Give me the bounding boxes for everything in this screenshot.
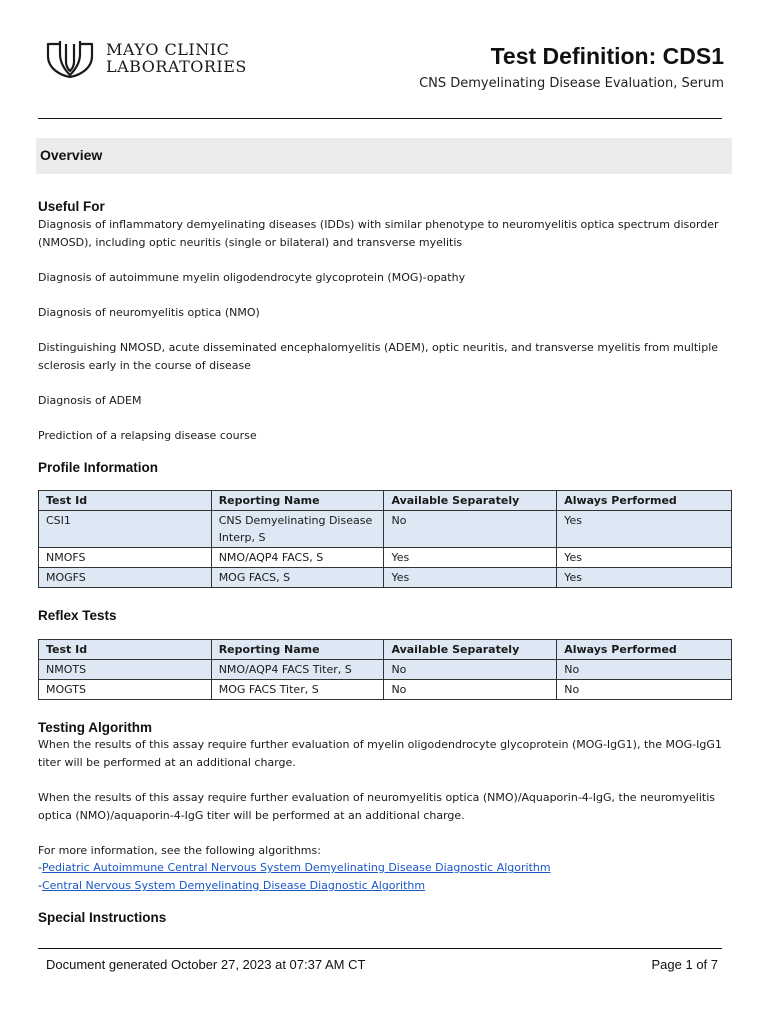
testing-algorithm-heading: Testing Algorithm [38, 720, 152, 735]
header-divider [38, 118, 722, 119]
table-cell: NMOTS [39, 660, 212, 680]
algorithm-more-info: For more information, see the following algorithms: [38, 844, 321, 857]
algorithm-paragraph: When the results of this assay require further evaluation of myelin oligodendrocyte glycoprotein (MOG-IgG1), the MOG-IgG1 titer will be performed at an additional charge. [38, 738, 722, 769]
table-cell: MOGFS [39, 568, 212, 588]
profile-info-table [38, 490, 732, 588]
table-cell: MOG FACS Titer, S [211, 680, 384, 700]
column-header: Test Id [39, 640, 212, 660]
table-cell: No [384, 680, 557, 700]
useful-for-item: Diagnosis of neuromyelitis optica (NMO) [38, 306, 260, 319]
table-cell: CSI1 [39, 511, 212, 548]
table-cell: Yes [384, 548, 557, 568]
mayo-clinic-logo [46, 40, 261, 80]
useful-for-item: Prediction of a relapsing disease course [38, 429, 257, 442]
table-row [39, 511, 732, 548]
column-header: Reporting Name [211, 640, 384, 660]
table-header-row [39, 640, 732, 660]
table-cell: No [384, 660, 557, 680]
link-prefix: - [38, 861, 42, 874]
table-cell: NMO/AQP4 FACS Titer, S [211, 660, 384, 680]
table-header-row [39, 491, 732, 511]
reflex-tests-heading: Reflex Tests [38, 608, 117, 623]
reflex-tests-table [38, 639, 732, 700]
table-cell: CNS Demyelinating Disease Interp, S [211, 511, 384, 548]
footer-generated: Document generated October 27, 2023 at 07:37 AM CT [46, 957, 366, 972]
table-row [39, 548, 732, 568]
footer-page-number: Page 1 of 7 [651, 957, 718, 972]
useful-for-item: Diagnosis of inflammatory demyelinating diseases (IDDs) with similar phenotype to neuromyelitis optica spectrum disorder (NMOSD), including optic neuritis (single or bilateral) and transverse myelitis [38, 218, 719, 249]
column-header: Test Id [39, 491, 212, 511]
column-header: Available Separately [384, 491, 557, 511]
cns-algorithm-link[interactable]: Central Nervous System Demyelinating Disease Diagnostic Algorithm [41, 879, 426, 892]
table-row [39, 660, 732, 680]
column-header: Always Performed [557, 640, 732, 660]
pediatric-algorithm-link[interactable]: Pediatric Autoimmune Central Nervous System Demyelinating Disease Diagnostic Algorithm [41, 861, 551, 874]
column-header: Always Performed [557, 491, 732, 511]
useful-for-item: Diagnosis of autoimmune myelin oligodendrocyte glycoprotein (MOG)-opathy [38, 271, 466, 284]
table-cell: Yes [557, 548, 732, 568]
table-cell: Yes [384, 568, 557, 588]
overview-section-header [36, 138, 732, 174]
overview-title: Overview [40, 147, 103, 163]
table-cell: Yes [557, 568, 732, 588]
table-row [39, 568, 732, 588]
useful-for-heading: Useful For [38, 199, 105, 214]
column-header: Available Separately [384, 640, 557, 660]
link-prefix: - [38, 879, 42, 892]
table-cell: MOGTS [39, 680, 212, 700]
footer-divider [38, 948, 722, 949]
table-cell: No [384, 511, 557, 548]
table-row [39, 680, 732, 700]
table-cell: NMO/AQP4 FACS, S [211, 548, 384, 568]
table-cell: No [557, 660, 732, 680]
column-header: Reporting Name [211, 491, 384, 511]
table-cell: Yes [557, 511, 732, 548]
logo-line1: MAYO CLINIC [106, 40, 230, 59]
algorithm-link-row [38, 859, 728, 877]
algorithm-link-row [38, 877, 728, 895]
table-cell: No [557, 680, 732, 700]
table-cell: NMOFS [39, 548, 212, 568]
logo-line2: LABORATORIES [106, 57, 247, 76]
special-instructions-heading: Special Instructions [38, 910, 167, 925]
table-cell: MOG FACS, S [211, 568, 384, 588]
document-subtitle: CNS Demyelinating Disease Evaluation, Serum [419, 76, 724, 91]
algorithm-paragraph: When the results of this assay require further evaluation of neuromyelitis optica (NMO)/Aquaporin-4-IgG, the neuromyelitis optica (NMO)/aquaporin-4-IgG titer will be performed at an additional charge. [38, 791, 715, 822]
useful-for-item: Distinguishing NMOSD, acute disseminated encephalomyelitis (ADEM), optic neuritis, and transverse myelitis from multiple sclerosis early in the course of disease [38, 341, 719, 372]
useful-for-item: Diagnosis of ADEM [38, 394, 142, 407]
document-title: Test Definition: CDS1 [490, 43, 724, 69]
profile-info-heading: Profile Information [38, 460, 159, 475]
mayo-shield-icon [46, 40, 94, 78]
